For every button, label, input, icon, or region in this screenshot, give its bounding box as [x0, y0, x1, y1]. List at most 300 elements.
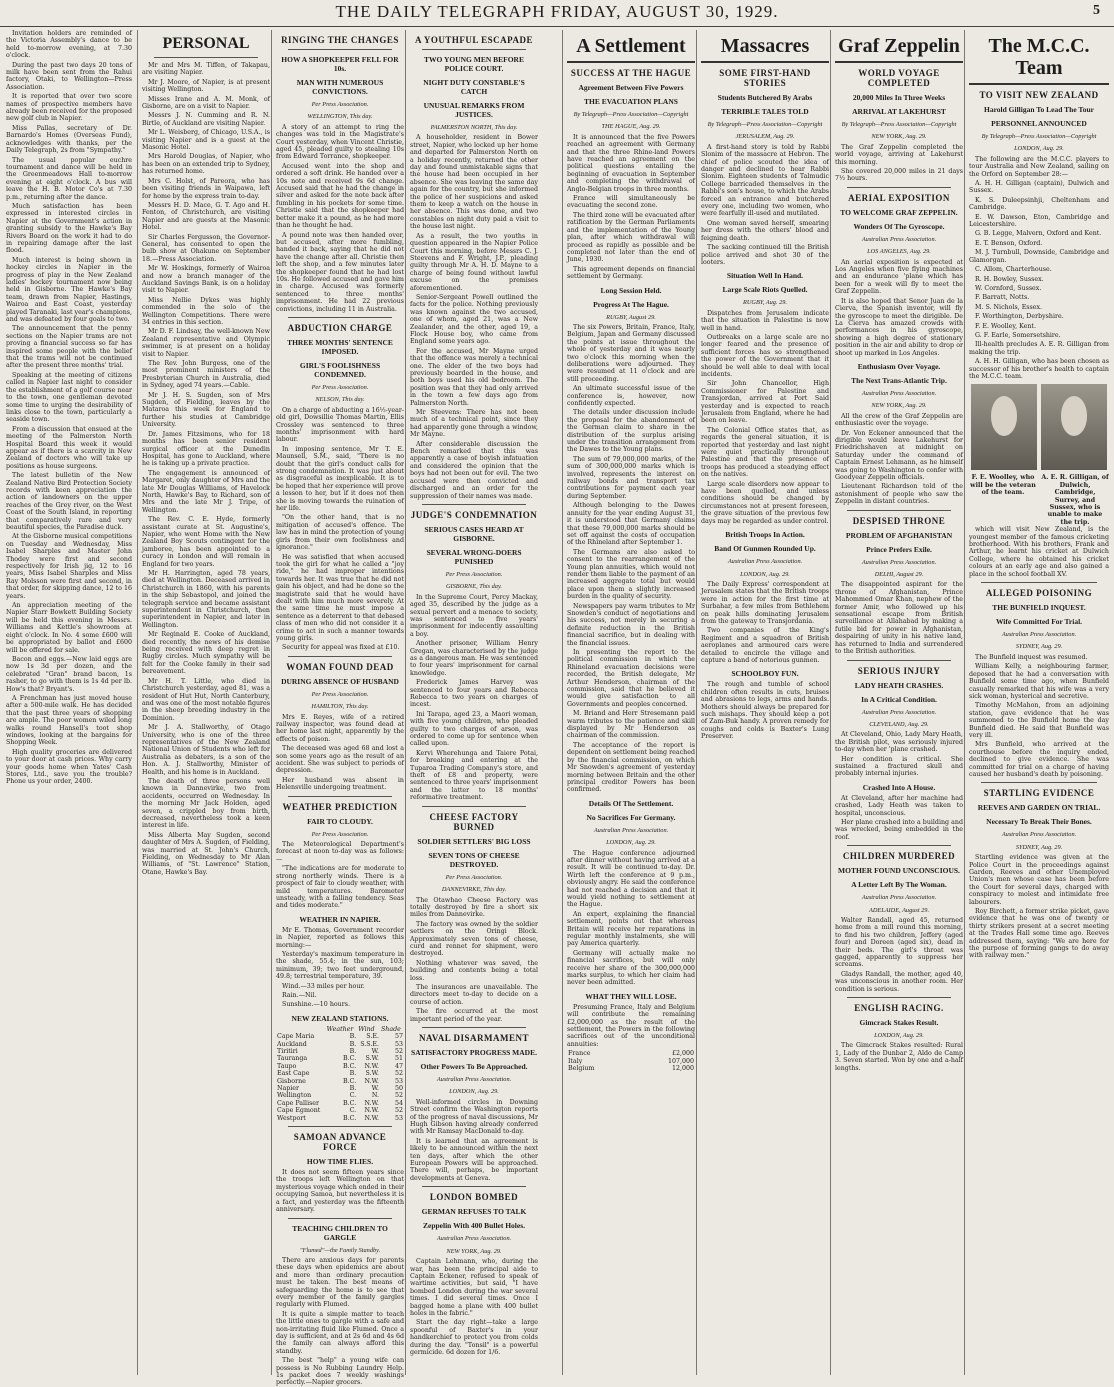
paragraph: Kervi Wherehunga and Taiere Potai, for breaking and entering at the Tuparoa Trading Company's store, and theft of £8 and property, were sentenced to three years' imprisonment and the latter to 18 months' reformative treatment.: [410, 749, 538, 802]
cheese-heading: CHEESE FACTORY BURNED: [429, 811, 519, 832]
paragraph: A Frenchman has just moved house after a 500-mile walk. He has decided that the past three years of shopping are ample. The poor women wiled long walks round Hansell's toot shop windows, looking at the bargains for Shopping Week.: [6, 694, 132, 747]
london-bombed-byline: Australian Press Association.: [436, 1235, 512, 1243]
settlement-sub5: Progress At The Hague.: [593, 299, 669, 309]
table-header-cell: [276, 1026, 326, 1033]
zeppelin-sub4: AERIAL EXPOSITION: [848, 192, 950, 203]
paragraph: Walter Randall, aged 45, returned home from a mill round this morning, to find his two children, Jeffery (aged four) and Doreen (aged six), dead in their beds. The girl's throat was gagged, apparently to suppress her screams.: [835, 917, 963, 969]
paragraph: M. S. Nichols, Essex.: [975, 303, 1043, 311]
paragraph: "The indications are for moderate to strong northerly winds. There is a prospect of fair to cloudy weather, with mild temperatures. Barometer unsteady, with a falling tendency. Seas and tides moderate.": [276, 865, 404, 910]
massacres-byline3: Australian Press Association.: [727, 558, 803, 566]
paragraph: Well-informed circles in Downing Street confirm the Washington reports of the progress of naval discussions, Mr Hugh Gibson having already conferred with Mr Ramsay MacDonald to-day.: [410, 1098, 538, 1136]
woman-dead-byline: Per Press Association.: [311, 690, 369, 698]
column-8: [964, 30, 1109, 1375]
changes-paragraphs: [276, 124, 404, 313]
table-cell: Wellington: [277, 1092, 312, 1100]
massacres-sub2: Students Butchered By Arabs: [717, 93, 813, 102]
paragraph: At Cleveland, after her machine had crashed, Lady Heath was taken to hospital, unconscious.: [835, 794, 963, 817]
paragraph: Presuming France, Italy and Belgium will contribute the remaining £2,000,000 as the result of the settlement, the Powers in the following sacrifices out of the unconditional annuities:: [567, 1003, 695, 1048]
paragraph: All the crew of the Graf Zeppelin are enthusiastic over the voyage.: [835, 412, 963, 428]
startling-sub: REEVES AND GARDEN ON TRIAL.: [977, 803, 1101, 813]
paragraph: Mr J. A. Stallworthy, of Otago University, who is one of the three representatives of the New Zealand National Union of Students who left for Australia as debaters, is a son of the Hon. A. J. Stallworthy, Minister of Health, and his home is in Auckland.: [142, 724, 270, 776]
table-header-cell: Shade: [380, 1025, 401, 1033]
table-cell: Italy: [568, 1057, 583, 1065]
paragraph: The Bunfield inquest was resumed.: [975, 653, 1088, 661]
paragraph: It does not seem fifteen years since the troops left Wellington on that mysterious voyage which ended in their occupying Samoa, but nevertheless it is a fact, and yesterday was the fifteenth anniversary.: [276, 1169, 404, 1214]
massacres-paragraphs2: [701, 310, 829, 525]
paragraph: F. E. Woolley, Kent.: [975, 322, 1036, 330]
mcc-dateline: LONDON, Aug. 29.: [1014, 145, 1064, 153]
paragraph: G. B. Legge, Malvern, Oxford and Kent.: [975, 230, 1102, 238]
paragraph: The Hague conference adjourned after dinner without having arrived at a result. It will be continued to-day. Dr. Wirth left the conference at 9 p.m., obviously angry. He said the conference had not reached a decision and that it would yield nothing to settlement at the Hague.: [567, 849, 695, 909]
judge-heading: JUDGE'S CONDEMNATION: [410, 509, 538, 520]
paragraph: Mr and Mrs M. Tiffen, of Takapau, are visiting Napier.: [142, 62, 270, 77]
abduction-dateline: NELSON, This day.: [315, 396, 365, 404]
table-cell: 107,000: [667, 1057, 694, 1065]
paragraph: After considerable discussion the Bench remarked that this was apparently a case of boyish infatuation and considered the opinion that the boys had not been out for evil. The two accused were then convicted and discharged and an order for the suppression of their names was made.: [410, 440, 538, 500]
table-cell: S.W.: [365, 1055, 379, 1063]
paragraph: Timothy McMahon, from an adjoining station, gave evidence that he was summoned to the Bunfield home the day Bunfield died. He said that Bunfield was very ill.: [969, 702, 1109, 739]
paragraph: The Otawhao Cheese Factory was totally destroyed by fire a short six miles from Dannevirke.: [410, 896, 538, 919]
divider: [847, 660, 951, 661]
startling-paragraphs: [969, 854, 1109, 960]
table-row: [276, 1041, 404, 1048]
paragraph: Security for appeal was fixed at £10.: [282, 644, 400, 652]
massacres-dateline2: RUGBY, Aug. 29.: [743, 299, 787, 307]
zeppelin-byline: By Telegraph—Press Association—Copyright: [841, 121, 957, 128]
paragraph: Outbreaks on a large scale are no longer feared and the presence of sufficient forces has so strengthened the power of the Government that it should be well able to deal with local incidents.: [701, 333, 829, 378]
abduction-byline: Per Press Association.: [311, 383, 369, 391]
paragraph: An expert, explaining the financial settlement, points out that whereas Britain will receive her reparations in regular monthly instalments, she will pay America quarterly.: [567, 910, 695, 948]
settlement-paragraphs2: [567, 324, 695, 794]
paragraph: An ultimate successful issue of the conference is, however, now confidently expected.: [567, 385, 695, 407]
paragraph: A. H. H. Gilligan (captain), Dulwich and Sussex.: [969, 180, 1109, 195]
paragraph: Dr. James Fitzsimons, who for 18 months has been senior resident surgical officer at the Dunedin Hospital, has gone to Auckland, where he is taking up a private practice.: [142, 430, 270, 468]
table-row: [567, 1065, 695, 1072]
divider: [981, 782, 1097, 783]
table-cell: N.W.: [364, 1062, 379, 1070]
table-cell: C.: [349, 1107, 357, 1115]
startling-heading: STARTLING EVIDENCE: [983, 788, 1095, 799]
racing-sub: Gimcrack Stakes Result.: [859, 1018, 939, 1028]
column-4: [405, 30, 538, 1375]
zeppelin-sub7: Enthusiasm Over Voyage.: [857, 361, 941, 371]
table-cell: B.: [349, 1070, 357, 1078]
table-cell: C.: [349, 1092, 357, 1100]
settlement-sub6: Details Of The Settlement.: [588, 798, 674, 808]
table-row: [276, 1085, 404, 1092]
throne-byline: Australian Press Association.: [861, 558, 937, 566]
poisoning-heading: ALLEGED POISONING: [985, 588, 1093, 599]
paragraph: The Rev. John Burgess, one of the most prominent ministers of the Presbyterian Church in Australia, died in Sydney, aged 74 years.—Cable.: [142, 360, 270, 390]
children-sub2: A Letter Left By The Woman.: [851, 880, 947, 890]
paragraph: An appreciation meeting of the Napier Starr Bowkett Building Society will be held this evening in Messrs. Williams and Kettle's showroom at eight o'clock. In No. 4 some £600 will be appropriated by ballot and £600 will be offered for sale.: [6, 602, 132, 654]
settlement-sub2: Agreement Between Five Powers: [578, 83, 684, 92]
paragraph: The sum of 79,000,000 marks, of the sum of 300,000,000 marks which is involved, represents the interest on railway bonds and transport tax contributions for payment each year during September.: [567, 455, 695, 500]
abduction-heading: ABDUCTION CHARGE: [287, 322, 393, 333]
settlement-sub1: SUCCESS AT THE HAGUE: [570, 68, 692, 78]
paragraph: Her condition is critical. She sustained a fractured skull and probably internal injuries.: [835, 755, 963, 778]
weather-byline: Per Press Association.: [311, 830, 369, 838]
paragraph: F. Barratt, Notts.: [975, 294, 1030, 302]
paragraph: which will visit New Zealand, is the youngest member of the famous cricketing brotherhood. With his brothers, Frank and Arthur, he learnt his cricket at Dulwich College, where he obtained his cricket colours at an early age and also gained a place in the school football XV.: [969, 526, 1109, 578]
paragraph: Sir John Chancellor, High Commissioner for Palestine and Transjordan, arrived at Port Said yesterday and is expected to reach Jerusalem from England, where he had been on leave.: [701, 380, 829, 425]
divider: [422, 1186, 526, 1187]
london-bombed-paragraphs: [410, 1258, 538, 1356]
paragraph: The best "help" a young wife can possess is No Rubbing Laundry Help. 1s packet does 7 weekly washings perfectly.—Napier grocers.: [276, 1357, 404, 1387]
escapade-sub2: NIGHT DUTY CONSTABLE'S CATCH: [423, 78, 525, 96]
paragraph: The Graf Zeppelin completed the world voyage, arriving at Lakehurst this morning.: [835, 143, 963, 166]
paragraph: Roy Birchett, a former strike picket, gave evidence that he was one of twenty or thirty strikers present at a secret meeting at the Trades Hall some time ago. Reeves addressed them, saying: "We are here for the purpose of forming gangs to do away with railway men.": [969, 908, 1109, 960]
table-cell: 54: [394, 1099, 403, 1107]
cheese-paragraphs: [410, 897, 538, 1024]
zeppelin-byline2: Australian Press Association.: [861, 235, 937, 243]
table-row: [276, 1115, 404, 1122]
paragraph: Her husband was absent in Helensville undergoing treatment.: [276, 776, 404, 792]
zeppelin-sub5: TO WELCOME GRAF ZEPPELIN.: [840, 207, 958, 217]
samoan-paragraphs: [276, 1169, 404, 1213]
naval-heading: NAVAL DISARMAMENT: [419, 1033, 529, 1043]
paragraph: The third zone will be evacuated after ratification by the German Parliaments and the implementation of the Young plan, after which withdrawal will proceed as rapidly as possible and be completed not later than the end of June, 1930.: [567, 211, 695, 264]
woman-dead-dateline: HAMILTON, This day.: [311, 703, 369, 711]
paragraph: Wind.—33 miles per hour.: [282, 982, 365, 990]
paragraph: Newspapers pay warm tributes to Mr Snowden's conduct of negotiations and his success, not merely in securing a definite reduction in the British financial sacrifice, but in dealing with the financial issues.: [567, 602, 695, 647]
paragraph: A. H. H. Gilligan, who has been chosen as successor of his brother's health to captain the M.C.C. team.: [969, 358, 1109, 380]
injury-paragraphs: [835, 731, 963, 777]
mcc-captions: [969, 474, 1109, 526]
paragraph: The rough and tumble of school children often results in cuts, bruises and abrasions to legs, arms and hands. Mothers should always be prepared for such mishaps. They should keep a pot of Zam-Buk handy. A proven remedy for coughs and colds is Baxter's Lung Preserver.: [701, 681, 829, 741]
zeppelin-dateline2: LOS ANGELES, Aug. 29.: [867, 248, 931, 256]
paragraph: France will simultaneously be evacuating the second zone.: [567, 195, 695, 210]
column-5: [562, 30, 695, 1375]
table-cell: Westport: [277, 1114, 306, 1122]
table-row: [276, 1055, 404, 1062]
table-cell: B.C.: [342, 1099, 357, 1107]
paragraph: The Meteorological Department's forecast at noon to-day was as follows:—: [276, 841, 404, 863]
changes-heading: RINGING THE CHANGES: [281, 35, 399, 45]
table-cell: Belgium: [568, 1065, 595, 1073]
injury-dateline: CLEVELAND, Aug. 29.: [869, 720, 929, 728]
table-cell: W.: [371, 1085, 379, 1093]
zeppelin-sub8: The Next Trans-Atlantic Trip.: [851, 375, 947, 385]
paragraph: Much satisfaction has been expressed in interested circles in Napier at the Government's action in granting subsidy to the Hawke's Bay Rivers Board on the work it had to do in repairing damage after the last flood.: [6, 202, 132, 255]
paragraph: At the Gisborne musical competitions on Tuesday and Wednesday, Miss Isabel Sharples and Master John Thodey were first and second respectively for Irish jig, 12 to 16 years, Miss Isabel Sharples and Miss Ray Molsson were first and second, in that order, for skipping dance, 12 to 16 years.: [6, 533, 132, 600]
escapade-heading: A YOUTHFUL ESCAPADE: [414, 35, 533, 45]
paragraph: R. H. Bowley, Sussex.: [975, 275, 1044, 283]
paragraph: Accused went into the shop and ordered a soft drink. He handed over a 10s note and received 9s 6d change. Accused said that he had the change in silver and asked for the note back after fumbling in his pockets for some time. Christie said that the shopkeeper had better make it a pound, as he had more than he thought he had.: [276, 162, 404, 230]
paragraph: A householder, resident in Bower street, Napier, who locked up her home and departed for Palmerston North on a holiday recently, returned the other day and found unmistakable signs that the house had been occupied in her absence. She was leaving the same day again for the country, but she informed the police of her suspicions and asked them to keep a watch on the house in her absence. This was done, and two constables on night duty paid a visit to the house last night.: [410, 134, 538, 231]
divider: [701, 61, 829, 63]
cheese-byline: Per Press Association.: [445, 873, 503, 881]
paragraph: "On the other hand, that is no mitigation of accused's offence. The law has in mind the protection of young girls from their own foolishness and ignorance.": [276, 514, 404, 552]
massacres-sub3: TERRIBLE TALES TOLD: [721, 107, 809, 116]
paragraph: He was satisfied that when accused took the girl for what he called a "joy ride," he had improper intentions towards her. It was true that he did not gain his object, and had he done so the magistrate said that he would have dealt with him much more severely. At the same time he must impose a sentence as a deterrent to that debased class of men who did not consider it a crime to act in such a manner towards young girls.: [276, 553, 404, 642]
paragraph: Dispatches from Jerusalem indicate that the situation in Palestine is now well in hand.: [701, 309, 829, 332]
paragraph: The Rev. C. E. Hyde, formerly assistant curate at St. Augustine's, Napier, who went Home with the New Zealand Boy Scouts contingent for the jamboree, has been appointed to a curacy in London and will remain in England for two years.: [142, 516, 270, 568]
weather-napier-heading: WEATHER IN NAPIER.: [299, 914, 381, 924]
judge-byline: Per Press Association.: [445, 570, 503, 578]
naval-sub2: Other Powers To Be Approached.: [420, 1062, 528, 1071]
masthead-title: THE DAILY TELEGRAPH FRIDAY, AUGUST 30, 1929.: [335, 2, 779, 21]
table-cell: Tiritiri: [277, 1048, 298, 1055]
paragraph: Lieutenant Richardson told of the astonishment of people who saw the Zeppelin in distant countries.: [835, 483, 963, 506]
table-cell: N.W.: [364, 1099, 379, 1107]
settlement-byline3: Australian Press Association.: [593, 826, 669, 834]
escapade-dateline: PALMERSTON NORTH, This day.: [430, 124, 518, 131]
paragraph: E. T. Benson, Oxford.: [975, 239, 1043, 247]
table-cell: N.: [371, 1092, 379, 1100]
mcc-sub3: PERSONNEL ANNOUNCED: [991, 119, 1087, 128]
stations-heading: NEW ZEALAND STATIONS.: [291, 1013, 389, 1023]
table-cell: W.: [371, 1048, 379, 1055]
paragraph: Dr. Von Eckener announced that the dirigible would leave Lakehurst for Friedrichshaven at midnight on Saturday under the command of Captain Ernest Lehmann, as he himself was going to Washington to confer with Goodyear Zeppelin officials.: [835, 429, 963, 481]
table-cell: 57: [394, 1033, 403, 1041]
children-dateline: ADELAIDE, August 29.: [868, 906, 930, 914]
gilligan-photo: [1041, 384, 1107, 470]
divider: [154, 57, 258, 58]
changes-sub2: MAN WITH NUMEROUS CONVICTIONS.: [296, 78, 384, 96]
table-row: [276, 1100, 404, 1107]
table-cell: B.C.: [342, 1077, 357, 1085]
paragraph: Miss Alberta May Sugden, second daughter of Mrs A. Sugden, of Fielding, was married at St. John's Church, Fielding, on Wednesday to Mr Alan Williams, of "St. Lawrence" Station, Otane, Hawke's Bay.: [142, 831, 270, 876]
paragraph: The six Powers, Britain, France, Italy, Belgium, Japan and Germany discussed the points at issue throughout the whole of yesterday and it was nearly two o'clock this morning when the deliberations were adjourned. They were resumed at 11 o'clock and are still proceeding.: [567, 323, 695, 383]
paragraph: Mr H. Harrington, aged 78 years, died at Wellington. Deceased arrived in Christchurch in 1860, with his parents in the ship Sebastopol, and joined the telegraph service and became assistant superintendent in Christchurch, then superintendent in Napier, and later in Wellington.: [142, 570, 270, 629]
paragraph: In the Supreme Court, Percy Mackay, aged 35, described by the judge as a sexual pervert and a menace to society, was sentenced to five years' imprisonment for indecently assaulting a boy.: [410, 593, 538, 638]
settlement-byline: By Telegraph—Press Association—Copyright: [573, 111, 689, 118]
paragraph: Large scale disorders now appear to have been quelled, and unless conditions should be changed by circumstances not at present foreseen, the grave situation of the previous few days may be regarded as under control.: [701, 480, 829, 525]
table-cell: 53: [394, 1077, 403, 1085]
abduction-paragraphs: [276, 407, 404, 652]
naval-sub: SATISFACTORY PROGRESS MADE.: [411, 1048, 537, 1057]
paragraph: This agreement depends on financial settlement by Germany.: [567, 265, 695, 281]
divider: [422, 1027, 526, 1028]
table-header: [276, 1026, 404, 1033]
judge-sub: SERIOUS CASES HEARD AT GISBORNE.: [424, 524, 524, 543]
paragraph: W. Cornford, Sussex.: [975, 284, 1042, 292]
zeppelin-paragraphs: [835, 144, 963, 183]
divider: [422, 504, 526, 505]
massacres-sub7: Band Of Gunmen Rounded Up.: [714, 544, 816, 554]
london-bombed-dateline: NEW YORK, Aug. 29.: [446, 1247, 502, 1255]
poisoning-sub2: Wife Committed For Trial.: [995, 617, 1083, 627]
cheese-sub: SOLDIER SETTLERS' BIG LOSS: [417, 836, 531, 846]
paragraph: A pound note was then handed over, but accused, after more fumbling, handed it back, saying that he did not have the change after all. Christie then left the shop, and a few minutes later the shopkeeper found that he had lost 10s. He followed accused and gave him in charge. Accused was formerly sentenced to three months' imprisonment. He had 22 previous convictions, including 11 in Australia.: [276, 231, 404, 313]
mcc-sub2: Harold Gilligan To Lead The Tour: [984, 105, 1094, 114]
settlement-sub4: Long Session Held.: [600, 285, 662, 295]
changes-sub1: HOW A SHOPKEEPER FELL FOR 10s.: [281, 55, 399, 73]
paragraph: Miss Nellie Dykes was highly commended in the solo of the Wellington Competitions. There were 34 entries in this section.: [142, 296, 270, 326]
weather-sub: FAIR TO CLOUDY.: [307, 816, 373, 826]
table-cell: 52: [394, 1092, 403, 1100]
paragraph: Another prisoner, William Henry Gregan, was characterised by the judge as a dangerous man. He was sentenced to four years' imprisonment for carnal knowledge.: [410, 640, 538, 677]
paragraph: Messrs H. D. Mace, G. T. Ago and H. Fenton, of Christchurch, are visiting Napier and are guests at the Masonic Hotel.: [142, 201, 270, 232]
paragraph: Ill-health precludes A. E. R. Gilligan from making the trip.: [969, 341, 1109, 356]
paragraph: Mr Reginald E. Cooke of Auckland, died recently, the news of his demise being received with deep regret in Rugby circles. Much sympathy will be felt for the Cooke family in their sad bereavement.: [142, 631, 270, 676]
judge-dateline: GISBORNE, This day.: [446, 583, 502, 591]
paragraph: The usual popular euchre tournament and dance will be held in the Greenmeadows Hall to-morrow evening at eight o'clock. A bus will leave the H. B. Motor Co's at 7.30 p.m., returning after the dance.: [6, 156, 132, 201]
samoan-sub: HOW TIME FLIES.: [306, 1157, 374, 1167]
abduction-sub1: THREE MONTHS' SENTENCE IMPOSED.: [287, 337, 393, 356]
paragraph: An aerial exposition is expected at Los Angeles when five flying machines and an endurance 'plane which has been for a week will fly to meet the Graf Zeppelin.: [835, 258, 963, 296]
paragraph: Mr L. Weisberg, of Chicago, U.S.A., is visiting Napier and is a guest at the Masonic Hotel.: [142, 129, 270, 152]
paragraph: The acceptance of the report is dependent on settlement being reached by the financial commission, on which Mr Snowden's agreement of yesterday morning between Britain and the other principal creditor Powers has been confirmed.: [567, 741, 695, 794]
paragraph: William Kelly, a neighbouring farmer, deposed that he had a conversation with Bunfield some time ago, when Bunfield casually remarked that his wife was a very sick woman, hysterical and secretive.: [969, 663, 1109, 700]
paragraph: Mrs Harold Douglas, of Napier, who has been on an extended trip to Sydney, has returned home.: [142, 153, 270, 176]
paragraph: Messrs J. N. Cumming and R. N. Birtle, of Auckland are visiting Napier.: [142, 112, 270, 127]
table-cell: B.C.: [342, 1062, 357, 1070]
paragraph: Gladys Randall, the mother, aged 40, was unconscious in another room. Her condition is serious.: [835, 970, 963, 993]
weather-paragraphs: [276, 841, 404, 910]
woolley-photo: [971, 384, 1037, 470]
table-cell: 47: [394, 1062, 403, 1070]
paragraph: In presenting the report to the political commission in which the Rhineland evacuation decisions were recorded, the British delegate, Mr Arthur Henderson, chairman of the commission, said that he believed it would give satisfaction to all Governments and peoples concerned.: [567, 649, 695, 708]
poisoning-paragraphs: [969, 654, 1109, 779]
paragraph: There are anxious days for parents these days when epidemics are about and more than ordinary precaution must be taken. The best means of safeguarding the home is to see that every member of the family gargles regularly with Flumed.: [276, 1256, 404, 1309]
cheese-sub2: SEVEN TONS OF CHEESE DESTROYED.: [428, 850, 520, 869]
table-cell: N.W.: [364, 1077, 379, 1085]
paragraph: The engagement is announced of Margaret, only daughter of Mrs and the late Mr Douglas Williams, of Havelock North, Hawke's Bay, to Richard, son of Mrs and the late Mr J. Tripe, of Wellington.: [142, 469, 270, 514]
mcc-heading: The M.C.C. Team: [988, 35, 1090, 79]
table-row: [276, 1063, 404, 1070]
racing-heading: ENGLISH RACING.: [854, 1003, 944, 1014]
table-row: [567, 1050, 695, 1057]
racing-dateline: LONDON, Aug. 29.: [874, 1032, 924, 1040]
paragraph: Senior-Sergeant Powell outlined the facts for the police. Nothing previously was known against the two accused, one of whom, aged 21, was a New Zealander, and the other, aged 19, a Flock House boy, who came from England some years ago.: [410, 293, 538, 346]
paragraph: It is learned that an agreement is likely to be announced within the next ten days, after which the other European Powers will be approached. There will, perhaps, be important developments at Geneva.: [410, 1137, 538, 1182]
paragraph: From a discussion that ensued at the meeting of the Palmerston North Hospital Board this week it would appear as if there is a scarcity in New Zealand of doctors who will take up positions as house surgeons.: [6, 425, 132, 470]
paragraph: The details under discussion include the proposal for the abandonment of the German claim to share in the distribution of the surplus arising under the transition arrangement from the Dawes to the Young plans.: [567, 409, 695, 454]
mcc-byline: By Telegraph—Press Association—Copyright: [981, 133, 1097, 140]
settlement-paragraphs: [567, 134, 695, 281]
naval-dateline: LONDON, Aug. 29.: [449, 1088, 499, 1096]
table-cell: 52: [394, 1048, 403, 1055]
table-cell: Cape Egmont: [277, 1107, 321, 1115]
paragraph: Invitation holders are reminded of the Victoria Assembly's dance to be held to-morrow evening, at 7.30 o'clock.: [6, 30, 132, 60]
table-row: [276, 1092, 404, 1099]
paragraph: Her plane crashed into a building and was wrecked, being embedded in the roof.: [835, 818, 963, 841]
paragraph: It is announced that the five Powers reached an agreement with Germany and that the three Rhine-land Powers have reached an agreement on the political questions entailing the beginning of evacuation in September and completing the withdrawal of Anglo-Belgian troops in three months.: [567, 133, 695, 193]
paragraph: The latest bulletin of the New Zealand Native Bird Protection Society records with keen appreciation the action of landowners on the upper reaches of the Grey river, on the West Coast of the South Island, in reporting that comparatively rare and very beautiful species, the Paradise duck.: [6, 472, 132, 531]
london-bombed-sub: GERMAN REFUSES TO TALK: [421, 1207, 527, 1217]
divider: [835, 61, 963, 63]
injury-sub: LADY HEATH CRASHES.: [854, 680, 944, 690]
weather-napier-paragraphs: [276, 927, 404, 1009]
paragraph: Mr W. Hoskings, formerly of Wairoa and now a branch manager of the Auckland Savings Bank, is on a holiday visit to Napier.: [142, 265, 270, 295]
paragraph: Ini Tarapa, aged 23, a Maori woman, with five young children, who pleaded guilty to two charges of arson, was ordered to come up for sentence when called upon.: [410, 710, 538, 748]
paragraph: The death of three persons well known in Dannevirke, two from accidents, occurred on Wednesday. In the morning Mr Jack Holden, aged seven, a crippled boy from birth, decreased, nevertheless took a keen interest in life.: [142, 777, 270, 830]
paragraph: Mr D. F. Lindsay, the well-known New Zealand representative and Olympic swimmer, is at present on a holiday visit to Napier.: [142, 328, 270, 358]
divider: [288, 317, 392, 318]
injury-sub2: In A Critical Condition.: [861, 694, 937, 704]
zeppelin-paragraphs3: [835, 413, 963, 506]
paragraph: Mr J. Moore, of Napier, is at present visiting Wellington.: [142, 78, 270, 94]
table-cell: N.W.: [364, 1114, 379, 1122]
table-header-cell: Weather: [326, 1025, 354, 1033]
table-cell: Taupo: [277, 1062, 297, 1070]
paragraph: A story of an attempt to ring the changes was told in the Magistrate's Court yesterday, when Vincent Christie, aged 45, pleaded guilty to stealing 10s from Edward Torrance, shopkeeper.: [276, 123, 404, 161]
divider: [422, 806, 526, 807]
table-cell: Tauranga: [277, 1055, 308, 1063]
poisoning-dateline: SYDNEY, Aug. 29.: [1015, 643, 1063, 651]
paragraph: The factory was owned by the soldier settlers on the Oringi Block. Approximately seven tons of cheese, curd and rennet for shipment, were destroyed.: [410, 920, 538, 958]
divider: [969, 83, 1109, 85]
samoan-heading: SAMOAN ADVANCE FORCE: [293, 1132, 387, 1153]
paragraph: The fire occurred at the most important period of the year.: [410, 1008, 538, 1023]
paragraph: Bacon and eggs.—New laid eggs are now 1s 3d per dozen, and the celebrated "Gran" brand bacon, 1s rasher, to go with them is 1s 4d per lb. How's that? Bryant's.: [6, 655, 132, 693]
massacres-paragraphs: [701, 144, 829, 267]
startling-byline: Australian Press Association.: [1001, 831, 1077, 839]
paragraph: The disappointed aspirant for the throne of Afghanistan, Prince Mahommed Omar Khan, nephew of the former Amir, who followed up his sensational escape from British surveillance at Allahabad by making a futile bid for power in Afghanistan, despairing of unity in his native land, has returned to India and surrendered to the British authorities.: [835, 581, 963, 656]
massacres-sub5: Large Scale Riots Quelled.: [722, 285, 808, 295]
zeppelin-sub1: WORLD VOYAGE COMPLETED: [858, 68, 940, 88]
paragraph: Miss Pallas, secretary of Dr. Barnardo's Homes (Overseas Fund), acknowledges with thanks, per the Daily Telegraph, 2s from "Sympathy.": [6, 124, 132, 155]
table-cell: B.: [349, 1048, 357, 1055]
racing-paragraphs: [835, 1042, 963, 1072]
children-heading: CHILDREN MURDERED: [842, 851, 956, 862]
zeppelin-sub6: Wonders Of The Gyroscope.: [853, 221, 945, 231]
paragraph: As a result, the two youths in question appeared in the Napier Police Court this morning, before Messrs C. J. Steevens and F. Wright, J.P., pleading guilty through Mr A. H. D. Mayne to a charge of being found without lawful excuse on the premises aforementioned.: [410, 232, 538, 292]
injury-paragraphs2: [835, 795, 963, 841]
table-cell: S.W.: [365, 1070, 379, 1078]
massacres-paragraphs4: [701, 681, 829, 740]
paragraph: The announcement that the penny sections on the Napier trams are not proving a financial success so far has inspired some people with the belief that the trams will not be continued after the present three months' trial.: [6, 325, 132, 370]
paragraph: C. Allom, Charterhouse.: [975, 266, 1052, 274]
paragraph: Yesterday's maximum temperature in the shade, 55.4; in the sun, 103; minimum, 39; two feet underground, 49.8; terrestrial temperature, 39.: [276, 950, 404, 981]
table-cell: 52: [394, 1070, 403, 1078]
table-cell: 51: [394, 1055, 403, 1063]
paragraph: Captain Lehmann, who, during the war, has been the principal aide to Captain Eckener, refused to speak of wartime activities, but said, "I have bombed London during the war several times. I did several times. Once I bagged home a plane with 400 bullet holes in the fabric.": [410, 1258, 538, 1317]
zeppelin-paragraphs2: [835, 259, 963, 357]
personal-paragraphs: [142, 62, 270, 876]
weather-heading: WEATHER PREDICTION: [282, 801, 398, 812]
paragraph: On a charge of abducting a 16½-year-old girl, Dowsillie Thomas Martin, Ellis Crossley was sentenced to three months' imprisonment with hard labour.: [276, 406, 404, 444]
mcc-photos: [971, 384, 1107, 470]
settlement-paragraphs4: [567, 1004, 695, 1048]
table-cell: East Cape: [277, 1070, 310, 1078]
paragraph: Although belonging to the Dawes annuity for the year ending August 31, it is understood that Germany claims that these 79,000,000 marks should be set off against the costs of occupation of the Rhineland after September 1.: [567, 502, 695, 547]
paragraph: Mrs C. Holst, of Pareora, who has been visiting friends in Waipawa, left for home by the express train to-day.: [142, 177, 270, 200]
woman-dead-heading: WOMAN FOUND DEAD: [286, 661, 394, 672]
zeppelin-byline3: Australian Press Association.: [861, 389, 937, 397]
paragraph: Frederick James Harvey was sentenced to four years and Rebecca Rebecca to two years on charges of incest.: [410, 679, 538, 709]
table-cell: France: [568, 1050, 591, 1058]
table-cell: Gisborne: [277, 1077, 306, 1085]
table-cell: B.C.: [342, 1114, 357, 1122]
paragraph: Mrs E. Reyes, wife of a retired railway inspector, was found dead at her home last night, apparently by the effects of poison.: [276, 713, 404, 743]
divider: [288, 796, 392, 797]
mcc-sub1: TO VISIT NEW ZEALAND: [979, 90, 1099, 100]
settlement-dateline2: RUGBY, August 29.: [606, 313, 656, 321]
naval-byline: Australian Press Association.: [436, 1076, 512, 1083]
table-header-cell: Wind: [358, 1025, 375, 1033]
zeppelin-heading: Graf Zeppelin: [838, 35, 960, 57]
table-cell: B.C.: [342, 1055, 357, 1063]
changes-dateline: WELLINGTON, This day.: [307, 113, 373, 121]
paragraph: High quality groceries are delivered to your door at cash prices. Why carry your goods home when Yates' Cash Stores, Ltd., save you the trouble? Phone us your order, 2400.: [6, 748, 132, 786]
table-cell: Cape Palliser: [277, 1099, 320, 1107]
throne-sub: PROBLEM OF AFGHANISTAN: [845, 530, 953, 540]
paragraph: Nothing whatever was saved, the building and contents being a total loss.: [410, 959, 538, 982]
paragraph: Speaking at the meeting of citizens called in Napier last night to consider the establishment of a golf course near to the town, one gentleman devoted some time to urging the desirability of links close to the town, particularly a seaside town.: [6, 371, 132, 424]
paragraph: It is reported that over two score names of prospective members have already been received for the proposed new golf club in Napier.: [6, 93, 132, 123]
london-bombed-sub2: Zeppelin With 400 Bullet Holes.: [422, 1221, 526, 1231]
paragraph: During the past two days 20 tons of milk have been sent from the Rahui factory, Otaki, to Wellington—Press Association.: [6, 61, 132, 91]
paragraph: She covered 20,000 miles in 21 days 7½ hours.: [835, 168, 963, 183]
cheese-dateline: DANNEVIRKE, This day.: [441, 886, 507, 894]
injury-sub3: Crashed Into A House.: [862, 782, 936, 792]
changes-byline: Per Press Association.: [311, 101, 369, 108]
stations-table: [276, 1026, 404, 1122]
gargle-sub: "Flumed"—the Family Standby.: [299, 1246, 381, 1254]
